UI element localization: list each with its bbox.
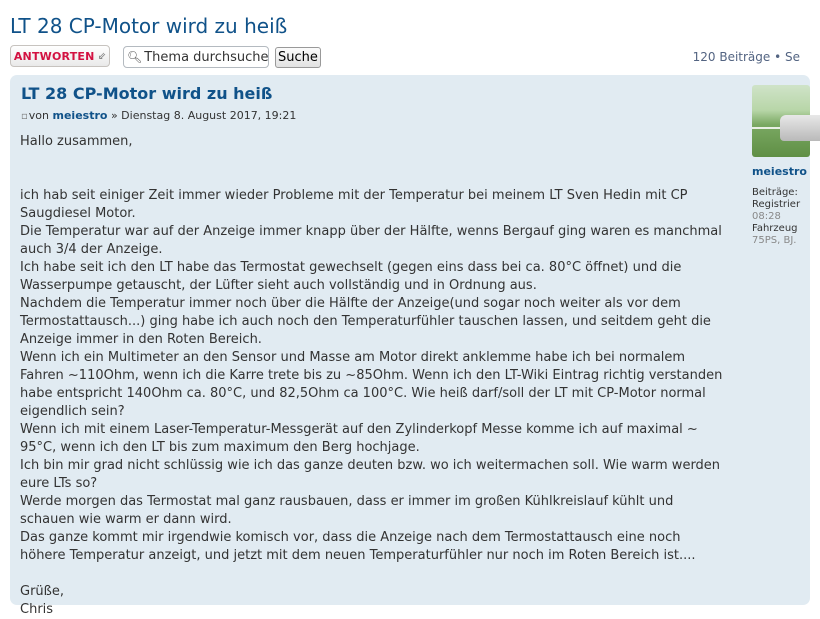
avatar[interactable] bbox=[752, 85, 810, 157]
post bbox=[10, 75, 810, 617]
post-paragraph: Ich bin mir grad nicht schlüssig wie ich das ganze deuten bzw. wo ich weitermachen soll. Wie warm werden eure LTs so? bbox=[20, 458, 721, 491]
post-signature: Chris bbox=[20, 602, 54, 617]
profile-vehicle-value: 75PS, BJ. bbox=[752, 235, 797, 246]
search-button[interactable]: Suche bbox=[275, 47, 321, 68]
post-content bbox=[20, 133, 730, 619]
post-greeting: Hallo zusammen, bbox=[20, 134, 133, 149]
profile-vehicle-label: Fahrzeug bbox=[752, 223, 798, 234]
profile-registered-label: Registrier bbox=[752, 199, 801, 210]
profile-username[interactable]: meiestro bbox=[752, 165, 807, 178]
post-paragraph: Wenn ich ein Multimeter an den Sensor und Masse am Motor direkt anklemme habe ich bei normalem Fahren ~110Ohm, wenn ich die Karre trete bis zu ~85Ohm. Wenn ich den LT-Wiki Eintrag richtig verstanden habe entspricht 140Ohm ca. 80°C, und 82,5Ohm ca 100°C. Wie heiß darf/soll der LT mit CP-Motor normal eigendlich sein? bbox=[20, 350, 723, 419]
post-paragraph: Wenn ich mit einem Laser-Temperatur-Messgerät auf den Zylinderkopf Messe komme ich auf maximal ~ 95°C, wenn ich den LT bis zum maximum den Berg hochjage. bbox=[20, 422, 698, 455]
search-input[interactable] bbox=[144, 50, 268, 65]
post-title[interactable]: LT 28 CP-Motor wird zu heiß bbox=[21, 84, 273, 103]
topic-title[interactable]: LT 28 CP-Motor wird zu heiß bbox=[10, 14, 288, 38]
author-link[interactable]: meiestro bbox=[52, 109, 108, 122]
author-profile bbox=[752, 85, 812, 247]
pagination-info: 120 Beiträge • Se bbox=[692, 50, 800, 64]
post-paragraph: Ich habe seit ich den LT habe das Termostat gewechselt (gegen eins dass bei ca. 80°C öffnet) und die Wasserpumpe getauscht, der Lüfter sieht auch vollständig und in Ordnung aus. bbox=[20, 260, 682, 293]
profile-registered-time: 08:28 bbox=[752, 211, 781, 222]
post-paragraph: ich hab seit einiger Zeit immer wieder Probleme mit der Temperatur bei meinem LT Sven Hedin mit CP Saugdiesel Motor. bbox=[20, 188, 688, 221]
reply-button-label: ANTWORTEN bbox=[13, 49, 95, 63]
post-closing: Grüße, bbox=[20, 584, 64, 599]
post-date: » Dienstag 8. August 2017, 19:21 bbox=[110, 109, 297, 122]
post-author-line bbox=[21, 109, 296, 122]
profile-posts-label: Beiträge: bbox=[752, 187, 798, 198]
post-icon[interactable]: ▫ bbox=[21, 111, 28, 122]
author-prefix: von bbox=[28, 109, 49, 122]
action-bar bbox=[10, 45, 800, 71]
search-box bbox=[123, 46, 269, 68]
post-paragraph: Das ganze kommt mir irgendwie komisch vor, dass die Anzeige nach dem Termostattausch eine noch höhere Temperatur anzeigt, und jetzt mit dem neuen Temperaturfühler nur noch im Roten Bereich ist.... bbox=[20, 530, 696, 563]
post-paragraph: Werde morgen das Termostat mal ganz rausbauen, dass er immer im großen Kühlkreislauf kühlt und schauen wie warm er dann wird. bbox=[20, 494, 674, 527]
post-paragraph: Die Temperatur war auf der Anzeige immer knapp über der Hälfte, wenns Bergauf ging waren es manchmal auch 3/4 der Anzeige. bbox=[20, 224, 722, 257]
search-icon: 🔍︎ bbox=[127, 50, 143, 64]
profile-info bbox=[752, 187, 812, 247]
post-paragraph: Nachdem die Temperatur immer noch über die Hälfte der Anzeige(und sogar noch weiter als vor dem Termostattausch...) ging habe ich auch noch den Temperaturfühler tauschen lassen, und seitdem geht die Anzeige immer in den Roten Bereich. bbox=[20, 296, 711, 347]
reply-button[interactable] bbox=[10, 45, 110, 67]
reply-icon: ⇙ bbox=[97, 50, 107, 62]
